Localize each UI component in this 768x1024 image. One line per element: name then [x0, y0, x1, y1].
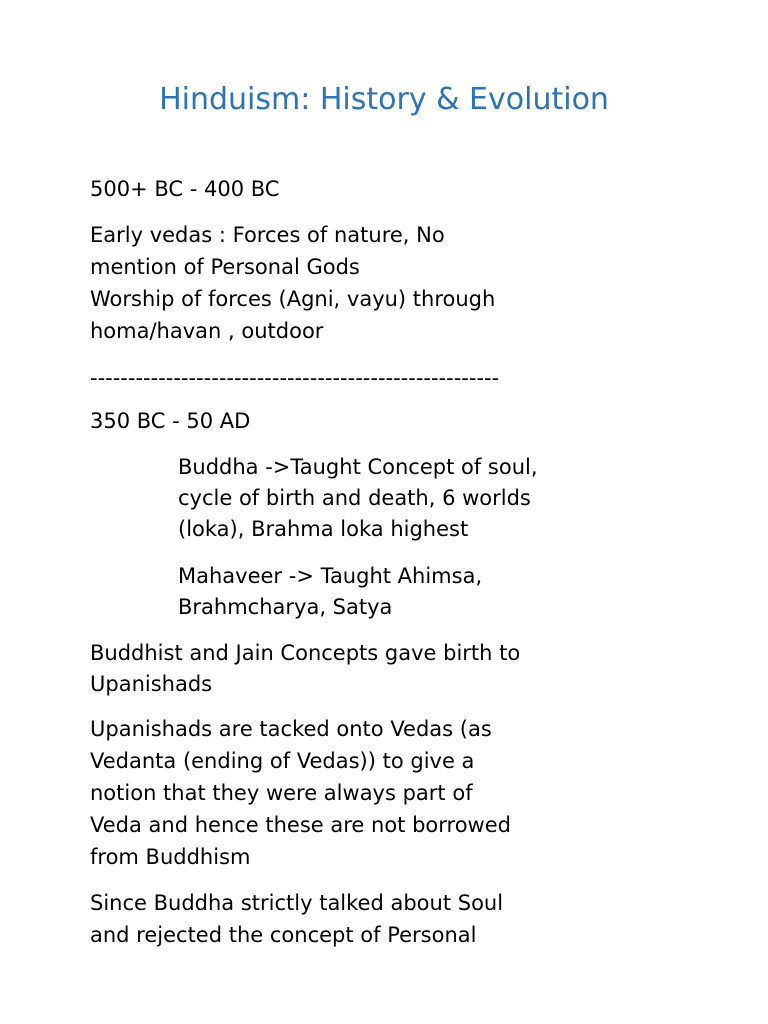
para1-line-1: Buddhist and Jain Concepts gave birth to [90, 641, 521, 665]
period-heading-1: 500+ BC - 400 BC [90, 177, 280, 201]
para2-line-3: notion that they were always part of [90, 781, 473, 805]
buddha-line-1: Buddha ->Taught Concept of soul, [178, 455, 538, 479]
buddha-line-2: cycle of birth and death, 6 worlds [178, 486, 531, 510]
section1-line-2: mention of Personal Gods [90, 255, 360, 279]
period-heading-2: 350 BC - 50 AD [90, 409, 251, 433]
buddha-line-3: (loka), Brahma loka highest [178, 517, 469, 541]
section1-line-4: homa/havan , outdoor [90, 319, 324, 343]
para2-line-5: from Buddhism [90, 845, 251, 869]
para3-line-1: Since Buddha strictly talked about Soul [90, 891, 504, 915]
para2-line-1: Upanishads are tacked onto Vedas (as [90, 717, 492, 741]
mahaveer-line-2: Brahmcharya, Satya [178, 595, 393, 619]
para1-line-2: Upanishads [90, 672, 213, 696]
section-divider: ------------------------------------------------------ [90, 366, 500, 390]
para2-line-4: Veda and hence these are not borrowed [90, 813, 511, 837]
para2-line-2: Vedanta (ending of Vedas)) to give a [90, 749, 475, 773]
page-title: Hinduism: History & Evolution [159, 82, 609, 117]
para3-line-2: and rejected the concept of Personal [90, 923, 477, 947]
section1-line-3: Worship of forces (Agni, vayu) through [90, 287, 496, 311]
mahaveer-line-1: Mahaveer -> Taught Ahimsa, [178, 564, 483, 588]
section1-line-1: Early vedas : Forces of nature, No [90, 223, 445, 247]
